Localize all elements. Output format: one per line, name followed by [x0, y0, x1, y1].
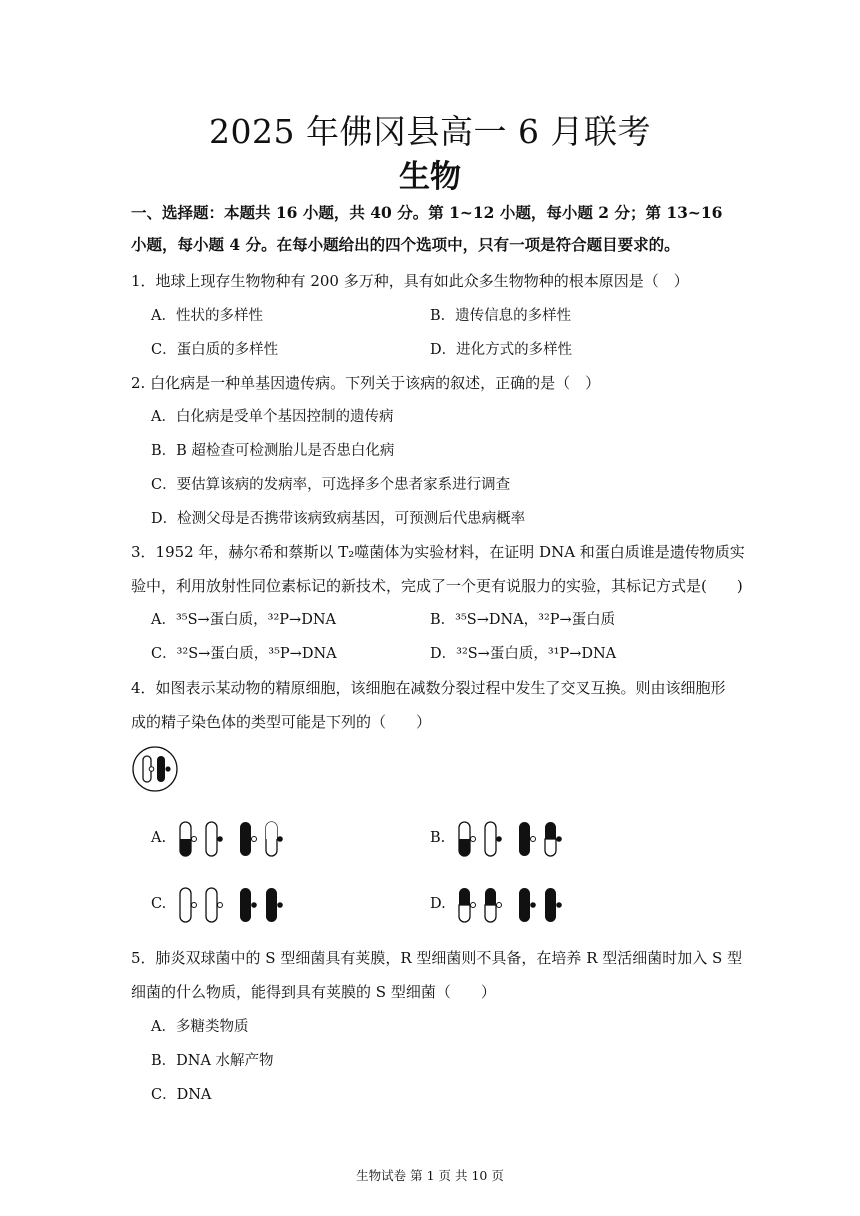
question-1-option-d[interactable]: D．进化方式的多样性 — [430, 342, 573, 358]
option-c-chromosomes[interactable] — [176, 885, 300, 927]
question-5-option-c[interactable]: C．DNA — [151, 1087, 212, 1103]
chromosome-b2 — [485, 822, 502, 856]
question-5-option-b[interactable]: B．DNA 水解产物 — [151, 1053, 274, 1069]
chromosome-a1 — [180, 822, 197, 856]
chromosome-c4 — [266, 888, 283, 922]
question-4-stem-line-2: 成的精子染色体的类型可能是下列的（ ） — [131, 713, 432, 731]
question-3-stem-line-2: 验中，利用放射性同位素标记的新技术，完成了一个更有说服力的实验，其标记方式是( ) — [131, 577, 743, 595]
chromosome-a2 — [206, 822, 223, 856]
chromosome-c3 — [240, 888, 257, 922]
question-1-stem: 1．地球上现存生物物种有 200 多万种，具有如此众多生物物种的根本原因是（ ） — [131, 272, 689, 290]
chromosome-d1 — [459, 888, 476, 922]
option-a-chromosomes[interactable] — [176, 819, 300, 861]
question-1-option-a[interactable]: A．性状的多样性 — [151, 308, 263, 324]
chromosome-b4 — [545, 822, 562, 856]
question-1-option-b[interactable]: B．遗传信息的多样性 — [430, 308, 572, 324]
question-1-option-c[interactable]: C．蛋白质的多样性 — [151, 342, 279, 358]
question-3-stem-line-1: 3．1952 年，赫尔希和蔡斯以 T₂噬菌体为实验材料，在证明 DNA 和蛋白质谁是遗传物质实 — [131, 543, 745, 561]
question-3-option-c[interactable]: C．³²S→蛋白质，³⁵P→DNA — [151, 646, 337, 662]
chromosome-c2 — [206, 888, 223, 922]
question-3-option-a[interactable]: A．³⁵S→蛋白质，³²P→DNA — [151, 612, 336, 628]
question-5-stem-line-2: 细菌的什么物质，能得到具有荚膜的 S 型细菌（ ） — [131, 983, 496, 1001]
question-2-option-c[interactable]: C．要估算该病的发病率，可选择多个患者家系进行调查 — [151, 477, 511, 493]
question-5-option-a[interactable]: A．多糖类物质 — [151, 1019, 249, 1035]
question-2-option-b[interactable]: B．B 超检查可检测胎儿是否患白化病 — [151, 443, 395, 459]
question-4-stem-line-1: 4．如图表示某动物的精原细胞，该细胞在减数分裂过程中发生了交叉互换。则由该细胞形 — [131, 679, 726, 697]
spermatogonium-diagram — [131, 745, 181, 795]
section-heading: 一、选择题：本题共 16 小题，共 40 分。第 1~12 小题，每小题 2 分；第 13~16 小题，每小题 4 分。在每小题给出的四个选项中，只有一项是符合题目要求的。 — [131, 203, 723, 254]
chromosome-d4 — [545, 888, 562, 922]
question-2-option-a[interactable]: A．白化病是受单个基因控制的遗传病 — [151, 409, 394, 425]
question-3-option-d[interactable]: D．³²S→蛋白质，³¹P→DNA — [430, 646, 617, 662]
question-3-option-b[interactable]: B．³⁵S→DNA，³²P→蛋白质 — [430, 612, 616, 628]
question-2-stem: 2. 白化病是一种单基因遗传病。下列关于该病的叙述，正确的是（ ） — [131, 374, 601, 392]
chromosome-b3 — [519, 822, 536, 856]
exam-title: 2025 年佛冈县高一 6 月联考 — [209, 112, 651, 151]
chromosome-d2 — [485, 888, 502, 922]
chromosome-d3 — [519, 888, 536, 922]
option-b-chromosomes[interactable] — [455, 819, 579, 861]
subject-title: 生物 — [399, 159, 461, 195]
page-footer: 生物试卷 第 1 页 共 10 页 — [356, 1168, 504, 1183]
chromosome-a3 — [240, 822, 257, 856]
question-4-option-a[interactable]: A. — [151, 830, 167, 846]
question-4-option-c[interactable]: C. — [151, 896, 167, 912]
question-4-option-d[interactable]: D. — [430, 896, 446, 912]
question-4-option-b[interactable]: B. — [430, 830, 446, 846]
chromosome-c1 — [180, 888, 197, 922]
chromosome-a4 — [266, 822, 283, 856]
option-d-chromosomes[interactable] — [455, 885, 579, 927]
question-5-stem-line-1: 5．肺炎双球菌中的 S 型细菌具有荚膜，R 型细菌则不具备，在培养 R 型活细菌时加入 S 型 — [131, 949, 743, 967]
chromosome-b1 — [459, 822, 476, 856]
question-2-option-d[interactable]: D．检测父母是否携带该病致病基因，可预测后代患病概率 — [151, 511, 526, 527]
